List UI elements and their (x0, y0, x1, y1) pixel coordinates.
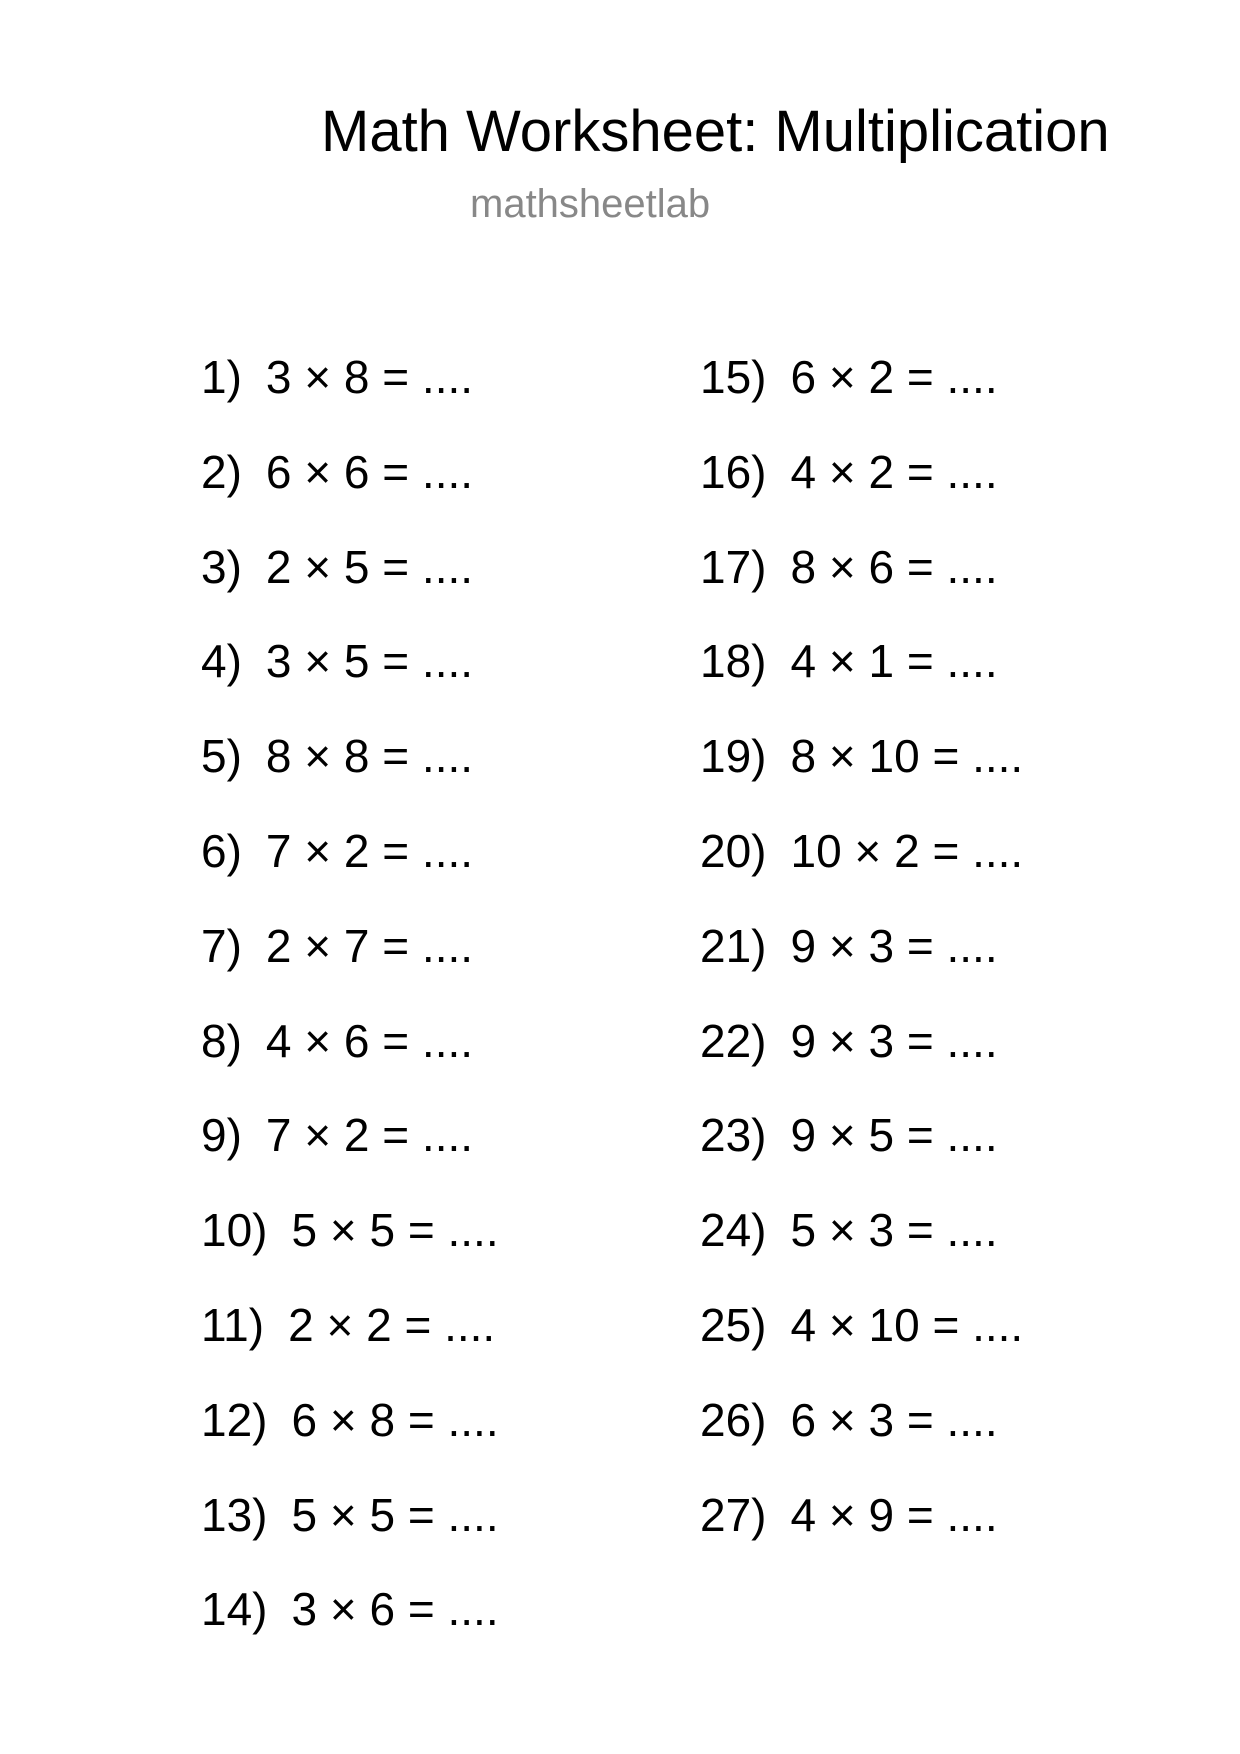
problem-expression: 6 × 8 = .... (291, 1393, 499, 1446)
problem-number: 8) (201, 1014, 242, 1067)
problem-expression: 3 × 8 = .... (265, 351, 474, 403)
worksheet-title: Math Worksheet: Multiplication (321, 99, 1110, 164)
problem-expression: 10 × 2 = .... (790, 824, 1024, 877)
problem-expression: 6 × 6 = .... (265, 445, 474, 498)
problem-number: 2) (201, 445, 242, 498)
problem-number: 3) (201, 540, 242, 593)
problem-expression: 8 × 8 = .... (265, 730, 474, 783)
problem-item (700, 1203, 1023, 1298)
problem-expression: 5 × 3 = .... (790, 1204, 998, 1257)
problem-item (201, 919, 499, 1014)
problem-number: 11) (201, 1298, 265, 1351)
problem-item (700, 1393, 1023, 1488)
problem-item (201, 824, 499, 919)
problem-number: 20) (700, 824, 767, 877)
problem-expression: 2 × 2 = .... (288, 1298, 496, 1351)
problem-number: 24) (700, 1204, 767, 1257)
problem-item (700, 634, 1023, 729)
problem-item (201, 1203, 499, 1298)
problem-expression: 8 × 6 = .... (790, 540, 998, 593)
problem-item (700, 540, 1023, 635)
problem-number: 12) (201, 1393, 268, 1446)
problem-expression: 2 × 7 = .... (265, 919, 474, 972)
problem-expression: 6 × 2 = .... (790, 351, 998, 403)
problem-item (201, 634, 499, 729)
problem-expression: 2 × 5 = .... (265, 540, 474, 593)
problem-item (201, 1108, 499, 1203)
problem-number: 15) (700, 351, 767, 403)
problem-number: 16) (700, 445, 767, 498)
problem-number: 7) (201, 919, 242, 972)
problems-column-right (700, 350, 1023, 1582)
problem-expression: 8 × 10 = .... (790, 730, 1024, 783)
problem-item (201, 1298, 499, 1393)
problem-number: 25) (700, 1298, 767, 1351)
worksheet-subtitle: mathsheetlab (470, 182, 711, 226)
problem-item (700, 350, 1023, 445)
problem-expression: 4 × 9 = .... (790, 1488, 998, 1541)
problem-item (201, 540, 499, 635)
problem-item (201, 729, 499, 824)
problem-number: 21) (700, 919, 767, 972)
problem-item (201, 350, 499, 445)
problem-expression: 5 × 5 = .... (291, 1204, 499, 1257)
problem-expression: 3 × 5 = .... (265, 635, 474, 688)
problem-item (700, 729, 1023, 824)
problem-item (700, 1014, 1023, 1109)
problem-expression: 4 × 1 = .... (790, 635, 998, 688)
problem-expression: 9 × 5 = .... (790, 1109, 998, 1162)
problem-number: 14) (201, 1583, 268, 1636)
problem-expression: 5 × 5 = .... (291, 1488, 499, 1541)
problem-item (700, 1108, 1023, 1203)
problem-number: 9) (201, 1109, 242, 1162)
problem-number: 4) (201, 635, 242, 688)
problem-expression: 4 × 6 = .... (265, 1014, 474, 1067)
problem-expression: 4 × 10 = .... (790, 1298, 1024, 1351)
problem-number: 10) (201, 1204, 268, 1257)
problem-expression: 6 × 3 = .... (790, 1393, 998, 1446)
problem-item (700, 919, 1023, 1014)
problem-item (700, 824, 1023, 919)
problem-item (201, 445, 499, 540)
problem-item (201, 1393, 499, 1488)
problem-number: 27) (700, 1488, 767, 1541)
problem-expression: 4 × 2 = .... (790, 445, 998, 498)
problem-number: 23) (700, 1109, 767, 1162)
problem-expression: 9 × 3 = .... (790, 1014, 998, 1067)
problem-number: 1) (201, 351, 242, 403)
problem-item (700, 1488, 1023, 1583)
problem-number: 5) (201, 730, 242, 783)
problem-expression: 7 × 2 = .... (265, 1109, 474, 1162)
problem-expression: 7 × 2 = .... (265, 824, 474, 877)
problem-number: 26) (700, 1393, 767, 1446)
problem-expression: 3 × 6 = .... (291, 1583, 499, 1636)
problem-expression: 9 × 3 = .... (790, 919, 998, 972)
problem-number: 18) (700, 635, 767, 688)
problem-number: 19) (700, 730, 767, 783)
problem-item (201, 1014, 499, 1109)
problem-number: 17) (700, 540, 767, 593)
problem-item (201, 1582, 499, 1677)
problem-number: 22) (700, 1014, 767, 1067)
problem-number: 6) (201, 824, 242, 877)
problems-column-left (201, 350, 499, 1677)
problem-item (700, 445, 1023, 540)
problem-item (700, 1298, 1023, 1393)
problem-number: 13) (201, 1488, 268, 1541)
problem-item (201, 1488, 499, 1583)
